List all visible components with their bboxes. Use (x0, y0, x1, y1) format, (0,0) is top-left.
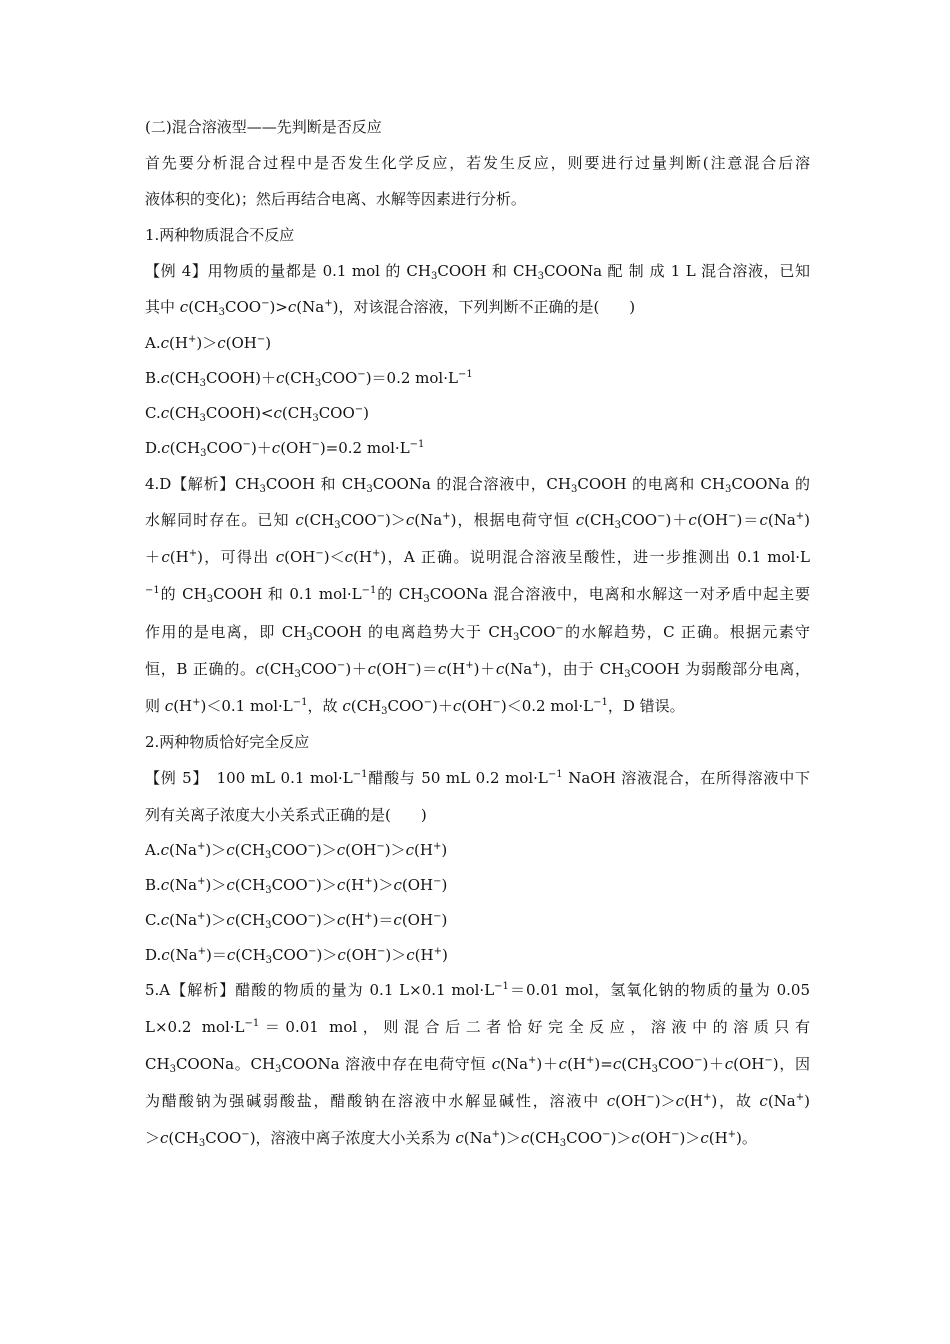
text-line-22: $B.c(Na^+)>c(CH_3COO^-)>c(H^+)>c(OH^-)$ (145, 876, 448, 896)
text-line-3: 液体积的变化)；然后再结合电离、水解等因素进行分析。 (145, 190, 526, 208)
text-line-16: 恒，B 正确的。$c(CH_3COO^-)+c(OH^-)=c(H^+)+c(Na^+)$，由于 $CH_3COOH$ 为弱酸部分电离， (145, 660, 811, 680)
text-line-4: 1.两种物质混合不反应 (145, 226, 295, 244)
text-line-28: 为醋酸钠为强碱弱酸盐，醋酸钠在溶液中水解显碱性，溶液中 c(OH−)＞c(H+)，故 c(Na+) (145, 1092, 810, 1110)
text-line-18: 2.两种物质恰好完全反应 (145, 733, 310, 751)
text-line-15: 作用的是电离，即 $CH_3COOH$ 的电离趋势大于 $CH_3COO^-$的水解趋势，C 正确。根据元素守 (145, 623, 811, 643)
text-line-7: A.c(H+)＞c(OH−) (145, 334, 272, 352)
text-line-24: $D.c(Na^+)=c(CH_3COO^-)>c(OH^-)>c(H^+)$ (145, 946, 448, 966)
text-line-21: $A.c(Na^+)>c(CH_3COO^-)>c(OH^-)>c(H^+)$ (145, 841, 448, 861)
text-line-20: 列有关离子浓度大小关系式正确的是( ) (145, 806, 427, 824)
text-line-10: $D.c(CH_3COO^-)+c(OH^-)=0.2$ $mol\cdot L^{-1}$ (145, 439, 425, 459)
text-line-12: 水解同时存在。已知 $c(CH_3COO^-)>c(Na^+)$，根据电荷守恒 $c(CH_3COO^-)+c(OH^-)=c(Na^+)$ (145, 511, 811, 531)
text-line-2: 首先要分析混合过程中是否发生化学反应，若发生反应，则要进行过量判断(注意混合后溶 (145, 154, 810, 172)
text-line-19: 【例 5】 100 mL 0.1 $mol\cdot L^{-1}$醋酸与 50 mL 0.2 $mol\cdot L^{-1}$ NaOH 溶液混合，在所得溶液中下 (145, 769, 811, 787)
text-line-9: $C.c(CH_3COOH)<c(CH_3COO^-)$ (145, 404, 370, 424)
text-line-29: $>c(CH_3COO^-)$，溶液中离子浓度大小关系为 $c(Na^+)>c(CH_3COO^-)>c(OH^-)>c(H^+)$。 (145, 1129, 757, 1149)
text-line-6: 其中 $c(CH_3COO^-)>c(Na^+)$，对该混合溶液，下列判断不正确的是( ) (145, 298, 636, 318)
text-line-13: ＋c(H+)，可得出 c(OH−)＜c(H+)，A 正确。说明混合溶液呈酸性，进一步推测出 0.1 mol·L (145, 548, 810, 566)
text-line-5: 【例 4】用物质的量都是 0.1 mol 的 $CH_3COOH$ 和 $CH_3COONa$ 配 制 成 1 L 混合溶液，已知 (145, 262, 810, 282)
text-line-11: 4.D【解析】$CH_3COOH$ 和 $CH_3COONa$ 的混合溶液中，$CH_3COOH$ 的电离和 $CH_3COONa$ 的 (145, 475, 810, 495)
text-line-8: $B.c(CH_3COOH)+c(CH_3COO^-)=0.2$ $mol\cdot L^{-1}$ (145, 369, 473, 389)
text-line-23: $C.c(Na^+)>c(CH_3COO^-)>c(H^+)=c(OH^-)$ (145, 911, 448, 931)
text-line-25: 5.A【解析】醋酸的物质的量为 0.1 L×0.1 $mol\cdot L^{-1}=0.01$ mol，氢氧化钠的物质的量为 0.05 (145, 981, 810, 999)
text-line-26: L×0.2 $mol\cdot L^{-1}=0.01$ mol，则混合后二者恰好完全反应，溶液中的溶质只有 (145, 1018, 810, 1036)
text-line-1: (二)混合溶液型——先判断是否反应 (145, 118, 382, 136)
text-line-17: 则 c(H+)＜0.1 $mol\cdot L^{-1}$，故 $c(CH_3COO^-)+c(OH^-)<0.2$ $mol\cdot L^{-1}$，D 错误。 (145, 697, 685, 717)
text-line-27: $CH_3COONa$。$CH_3COONa$ 溶液中存在电荷守恒 $c(Na^+)+c(H^+)=c(CH_3COO^-)+c(OH^-)$，因 (145, 1055, 811, 1075)
text-line-14: $^{-1}$的 $CH_3COOH$ 和 0.1 $mol\cdot L^{-1}$的 $CH_3COONa$ 混合溶液中，电离和水解这一对矛盾中起主要 (145, 585, 810, 605)
